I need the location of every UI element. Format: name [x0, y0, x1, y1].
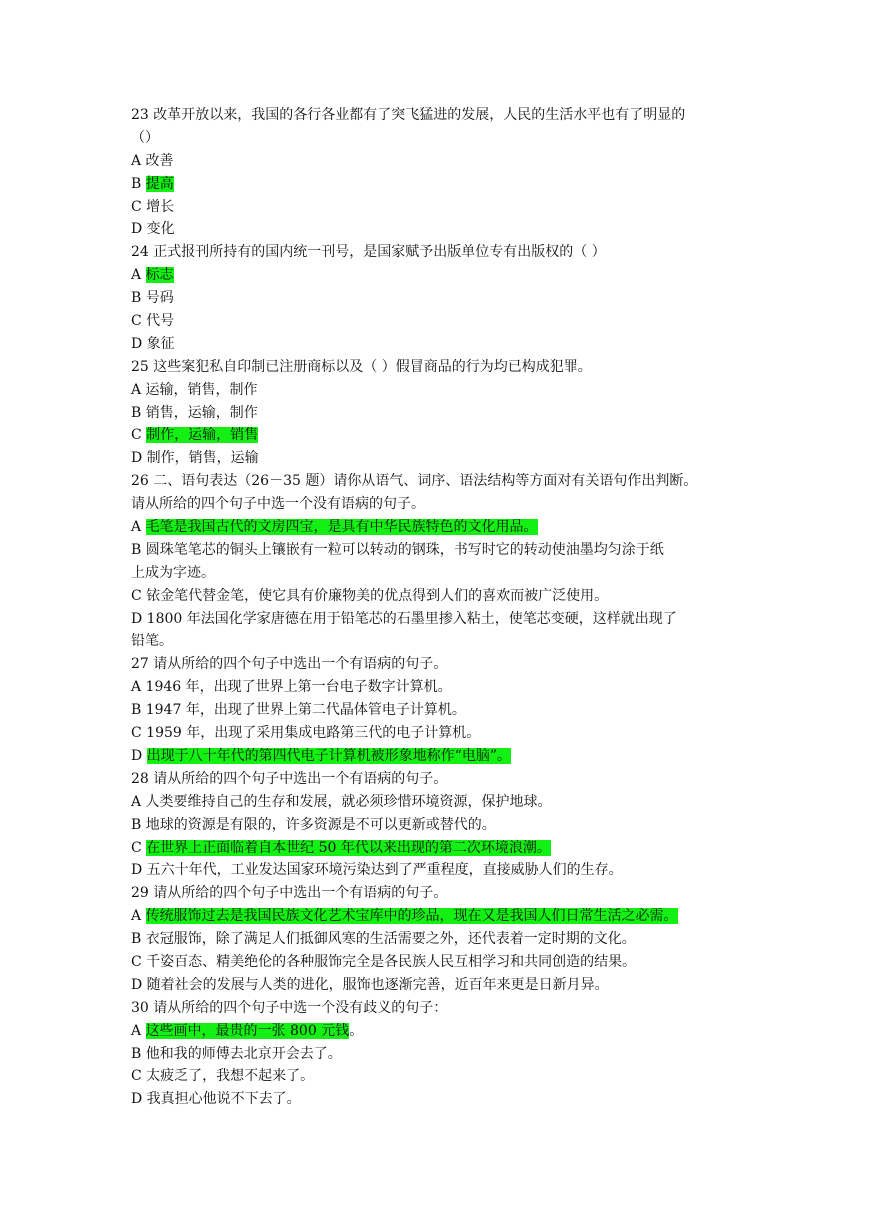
text-line: [131, 1088, 746, 1111]
text-line: [131, 379, 746, 402]
text-line: [131, 516, 746, 539]
text-line: [131, 539, 746, 562]
line-text: （）: [131, 129, 159, 146]
text-line: [131, 402, 746, 425]
line-text: 24 正式报刊所持有的国内统一刊号，是国家赋予出版单位专有出版权的（ ）: [131, 244, 606, 261]
line-text: B 衣冠服饰，除了满足人们抵御风寒的生活需要之外，还代表着一定时期的文化。: [131, 931, 636, 948]
highlighted-answer: 传统服饰过去是我国民族文化艺术宝库中的珍品，现在又是我国人们日常生活之必需。: [145, 908, 678, 925]
text-line: [131, 653, 746, 676]
text-line: [131, 630, 746, 653]
line-text: 请从所给的四个句子中选一个没有语病的句子。: [131, 496, 425, 513]
text-line: [131, 859, 746, 882]
highlighted-answer: 出现于八十年代的第四代电子计算机被形象地称作“电脑”。: [146, 747, 512, 764]
line-text: B 号码: [131, 290, 174, 307]
text-line: [131, 173, 746, 196]
line-text: C 千姿百态、精美绝伦的各种服饰完全是各民族人民互相学习和共同创造的结果。: [131, 953, 637, 970]
line-text: 上成为字迹。: [131, 564, 215, 581]
text-line: [131, 768, 746, 791]
text-line: [131, 928, 746, 951]
line-text: C 1959 年，出现了采用集成电路第三代的电子计算机。: [131, 725, 481, 742]
line-text: 铅笔。: [131, 633, 173, 650]
line-text: C: [131, 839, 147, 856]
line-text: D 制作，销售，运输: [131, 450, 259, 467]
line-text: 27 请从所给的四个句子中选出一个有语病的句子。: [131, 656, 448, 673]
text-line: [131, 814, 746, 837]
line-text: B 圆珠笔笔芯的铜头上镶嵌有一粒可以转动的钢珠，书写时它的转动使油墨均匀涂于纸: [131, 541, 664, 558]
text-line: [131, 287, 746, 310]
line-text: A 改善: [131, 152, 174, 169]
text-line: [131, 493, 746, 516]
line-text: B: [131, 175, 146, 192]
text-line: [131, 585, 746, 608]
line-text: C 代号: [131, 313, 175, 330]
document-body: [131, 104, 746, 1111]
text-line: [131, 882, 746, 905]
highlighted-answer: 这些画中，最贵的一张 800 元钱: [145, 1022, 350, 1039]
line-text: 30 请从所给的四个句子中选一个没有歧义的句子：: [131, 999, 448, 1016]
text-line: [131, 424, 746, 447]
line-text: A: [131, 908, 146, 925]
highlighted-answer: 提高: [145, 175, 174, 192]
text-line: [131, 218, 746, 241]
text-line: [131, 791, 746, 814]
line-text: D 象征: [131, 335, 175, 352]
text-line: [131, 722, 746, 745]
highlighted-answer: 标志: [145, 267, 174, 284]
text-line: [131, 104, 746, 127]
text-line: [131, 1065, 746, 1088]
line-text: 25 这些案犯私自印制已注册商标以及（ ）假冒商品的行为均已构成犯罪。: [131, 358, 592, 375]
highlighted-answer: 毛笔是我国古代的文房四宝，是具有中华民族特色的文化用品。: [145, 519, 538, 536]
text-line: [131, 699, 746, 722]
text-line: [131, 1020, 746, 1043]
text-line: [131, 196, 746, 219]
line-text: 26 二、语句表达（26－35 题）请你从语气、词序、语法结构等方面对有关语句作出判断。: [131, 473, 698, 490]
highlighted-answer: 制作，运输，销售: [146, 427, 259, 444]
line-text: B 他和我的师傅去北京开会去了。: [131, 1045, 342, 1062]
line-text: C: [131, 427, 147, 444]
text-line: [131, 264, 746, 287]
line-text: A 人类要维持自己的生存和发展，就必须珍惜环境资源，保护地球。: [131, 793, 552, 810]
line-text: A: [131, 1022, 146, 1039]
text-line: [131, 1043, 746, 1066]
line-text: 23 改革开放以来，我国的各行各业都有了突飞猛进的发展，人民的生活水平也有了明显的: [131, 107, 686, 123]
line-text: A: [131, 519, 146, 536]
text-line: [131, 562, 746, 585]
line-text: D 变化: [131, 221, 175, 238]
line-text: D 五六十年代，工业发达国家环境污染达到了严重程度，直接威胁人们的生存。: [131, 862, 623, 879]
line-text: B 销售，运输，制作: [131, 404, 258, 421]
line-text: D 我真担心他说不下去了。: [131, 1091, 301, 1108]
line-text: A 1946 年，出现了世界上第一台电子数字计算机。: [131, 679, 452, 696]
line-text: D 随着社会的发展与人类的进化，服饰也逐渐完善，近百年来更是日新月异。: [131, 976, 609, 993]
text-line: [131, 150, 746, 173]
line-text: 。: [349, 1022, 364, 1039]
text-line: [131, 951, 746, 974]
line-text: D 1800 年法国化学家唐德在用于铅笔芯的石墨里掺入粘土，使笔芯变硬，这样就出现了: [131, 610, 677, 627]
line-text: B 地球的资源是有限的，许多资源是不可以更新或替代的。: [131, 816, 496, 833]
text-line: [131, 447, 746, 470]
text-line: [131, 837, 746, 860]
line-text: D: [131, 747, 147, 764]
text-line: [131, 997, 746, 1020]
text-line: [131, 333, 746, 356]
text-line: [131, 470, 746, 493]
line-text: B 1947 年，出现了世界上第二代晶体管电子计算机。: [131, 702, 466, 719]
line-text: C 铱金笔代替金笔，使它具有价廉物美的优点得到人们的喜欢而被广泛使用。: [131, 587, 609, 604]
text-line: [131, 310, 746, 333]
line-text: A: [131, 267, 146, 284]
text-line: [131, 905, 746, 928]
text-line: [131, 608, 746, 631]
text-line: [131, 676, 746, 699]
highlighted-answer: 在世界上正面临着自本世纪 50 年代以来出现的第二次环境浪潮。: [146, 839, 551, 856]
text-line: [131, 745, 746, 768]
text-line: [131, 241, 746, 264]
line-text: A 运输，销售，制作: [131, 381, 258, 398]
text-line: [131, 356, 746, 379]
line-text: 28 请从所给的四个句子中选出一个有语病的句子。: [131, 770, 448, 787]
line-text: C 增长: [131, 198, 175, 215]
text-line: [131, 127, 746, 150]
line-text: C 太疲乏了，我想不起来了。: [131, 1068, 315, 1085]
line-text: 29 请从所给的四个句子中选出一个有语病的句子。: [131, 885, 448, 902]
text-line: [131, 974, 746, 997]
